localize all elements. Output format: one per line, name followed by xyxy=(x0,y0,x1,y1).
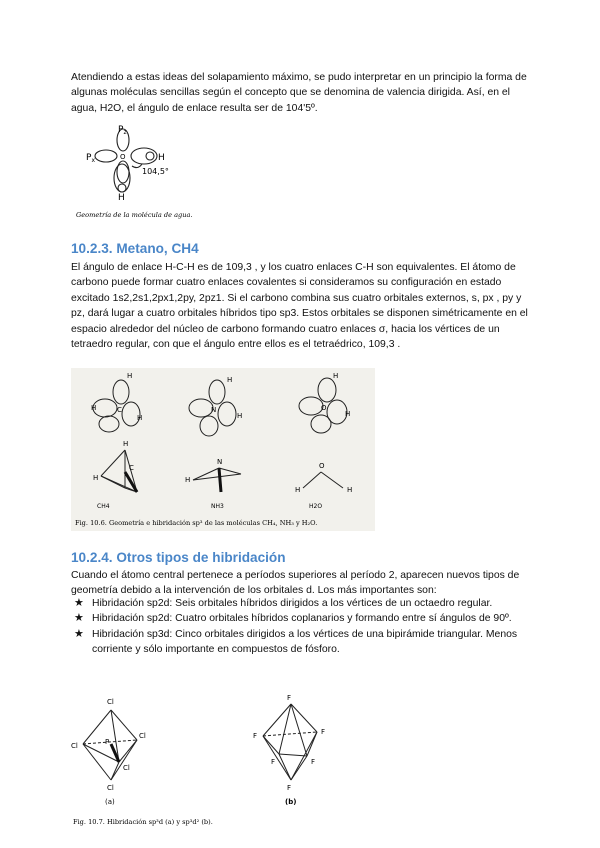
h2o-bent-o: O xyxy=(319,462,325,470)
label-a: (a) xyxy=(105,798,115,806)
list-item: ★ Hibridación sp3d: Cinco orbitales dirigidos a los vértices de una bipirámide triangular. Menos corriente y sólo importante en compuestos de fósforo. xyxy=(74,627,518,656)
label-h-bottom: H xyxy=(118,193,125,203)
h2o-h-right: H xyxy=(345,410,351,418)
pcl-right-cl: Cl xyxy=(139,732,146,740)
star-icon: ★ xyxy=(74,627,84,640)
star-icon: ★ xyxy=(74,612,84,625)
hybridization-sp3-diagram xyxy=(71,368,375,531)
ch4-name: CH4 xyxy=(97,503,110,510)
hybridization-sp3-figure xyxy=(71,368,375,531)
list-item: ★ Hibridación sp2d: Cuatro orbitales híbridos coplanarios y formando entre sí ángulos de 90º. xyxy=(92,611,532,626)
nh3-name: NH3 xyxy=(211,503,224,510)
ch4-h-top: H xyxy=(127,372,133,380)
nh3-h-top: H xyxy=(227,376,233,384)
label-oxygen: O xyxy=(120,153,126,161)
h2o-h-top: H xyxy=(333,372,339,380)
nh3-n-label: N xyxy=(211,406,217,414)
sf-front-right-f: F xyxy=(311,758,316,766)
nh3-pyr-h-left: H xyxy=(185,476,191,484)
pcl-left-cl: Cl xyxy=(71,742,78,750)
nh3-h-right: H xyxy=(237,412,243,420)
label-px: $P_x$ xyxy=(86,153,95,164)
water-molecule-figure xyxy=(76,120,226,224)
sf-right-f: F xyxy=(321,728,326,736)
h2o-name: H2O xyxy=(309,503,323,510)
sf-top-f: F xyxy=(287,694,292,702)
hybrid-caption: Fig. 10.6. Geometría e hibridación sp³ de las moléculas CH₄, NH₃ y H₂O. xyxy=(75,519,318,527)
ch4-h-right: H xyxy=(137,414,143,422)
intro-paragraph: Atendiendo a estas ideas del solapamiento máximo, se pudo interpretar en un principio la forma de algunas moléculas sencillas según el concepto que se denomina de valencia dirigida. Así, en el agua, H2O, el ángulo de enlace resulta ser de 104'5º. xyxy=(71,72,527,114)
pcl-front-cl: Cl xyxy=(123,764,130,772)
water-caption: Geometría de la molécula de agua. xyxy=(76,211,193,219)
ch4-c-label: C xyxy=(117,406,122,414)
sf-bottom-f: F xyxy=(287,784,292,792)
ch4-tetra-h-left: H xyxy=(93,474,99,482)
hybridization-list xyxy=(74,596,532,658)
bond-angle-label: 104,5° xyxy=(142,167,169,176)
ch4-h-left: H xyxy=(91,404,97,412)
sf-left-f: F xyxy=(253,732,258,740)
methane-paragraph: El ángulo de enlace H-C-H es de 109,3 , y los cuatro enlaces C-H son equivalentes. El átomo de carbono puede formar cuatro enlaces covalentes si consideramos su configuración en estado excitado 1s2,2s1,2px1,2py, 2pz1. Si el carbono combina sus cuatro orbitales externos, s, px , py y pz, dará lugar a cuatro orbitales híbridos tipo sp3. Estos orbitales se disponen simétricamente en el espacio alrededor del núcleo de carbono formando cuatro enlaces σ, hacia los vértices de un tetraedro regular, con que el ángulo entre ellos es el tetraédrico, 109,3 . xyxy=(71,262,528,351)
other-paragraph: Cuando el átomo central pertenece a períodos superiores al período 2, aparecen nuevos tipos de geometría debido a la intervención de los orbitales d. Los más importantes son: xyxy=(71,570,520,597)
heading-otros-tipos: 10.2.4. Otros tipos de hibridación xyxy=(71,550,286,565)
sf-front-left-f: F xyxy=(271,758,276,766)
ch4-tetra-c: C xyxy=(129,464,134,472)
pcl-caption: Fig. 10.7. Hibridación sp³d (a) y sp³d² (b). xyxy=(73,818,213,826)
h2o-o-label: O xyxy=(321,404,327,412)
ch4-tetra-h-top: H xyxy=(123,440,129,448)
nh3-pyr-n: N xyxy=(217,458,223,466)
label-b: (b) xyxy=(285,798,297,806)
pcl-bottom-cl: Cl xyxy=(107,784,114,792)
label-h-right: H xyxy=(158,153,165,163)
heading-metano: 10.2.3. Metano, CH4 xyxy=(71,241,199,256)
pcl-center-p: P xyxy=(105,738,110,746)
list-item: ★ Hibridación sp2d: Seis orbitales híbridos dirigidos a los vértices de un octaedro regular. xyxy=(92,596,532,611)
bipyramid-octahedron-diagram xyxy=(71,694,341,830)
water-molecule-diagram xyxy=(76,120,226,224)
bipyramid-octahedron-figure xyxy=(71,694,341,830)
pcl-top-cl: Cl xyxy=(107,698,114,706)
h2o-bent-h-right: H xyxy=(347,486,353,494)
label-pz: $P_z$ xyxy=(118,125,127,136)
star-icon: ★ xyxy=(74,597,84,609)
h2o-bent-h-left: H xyxy=(295,486,301,494)
